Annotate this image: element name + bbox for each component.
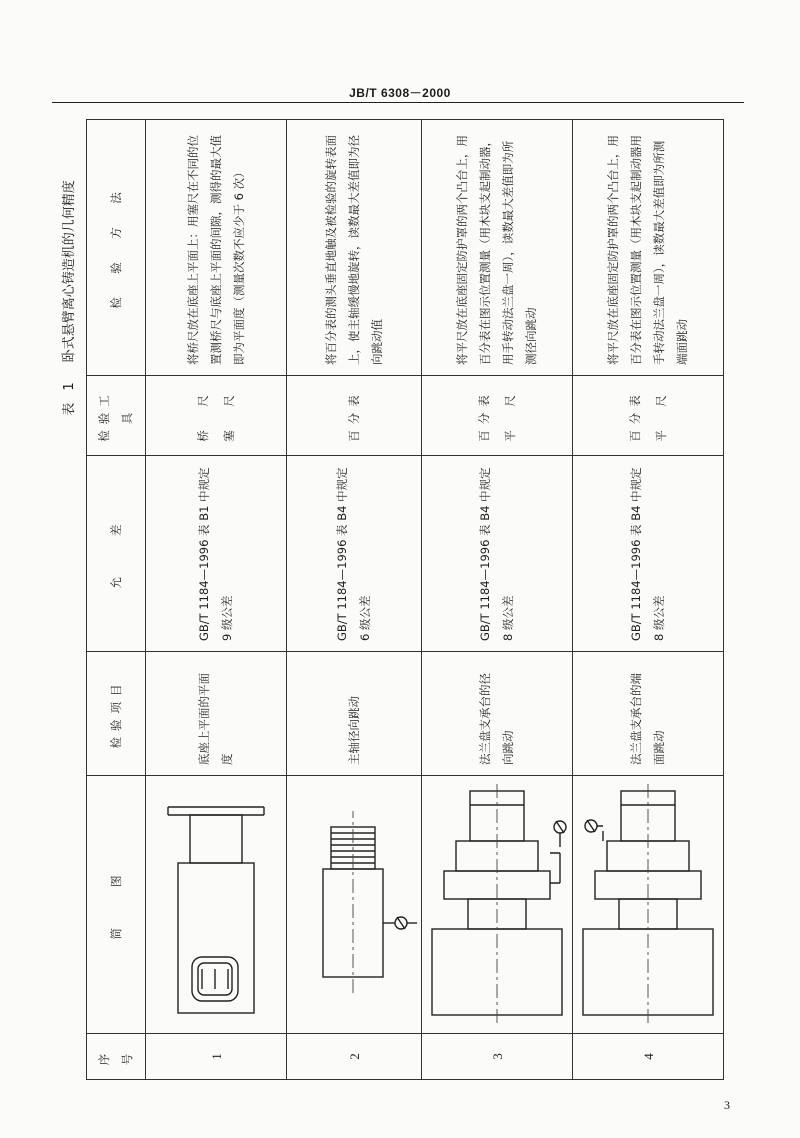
check-item: 法兰盘支承台的端面跳动 [573,652,724,776]
tool-name: 塞 尺 [222,389,236,442]
table-row [287,120,422,1080]
row-number: 3 [422,1034,573,1080]
table-caption [58,0,82,598]
table-row [573,120,724,1080]
row-number: 4 [573,1034,724,1080]
rotated-table-wrapper [86,120,696,1080]
col-header-item: 检验项目 [87,652,146,776]
tool-name: 平 尺 [654,389,668,442]
tool-name: 百分表 [347,389,361,442]
table-row [422,120,573,1080]
col-header-figure: 简 图 [87,776,146,1034]
standard-code-header: JB/T 6308－2000 [349,86,451,100]
tolerance: GB/T 1184—1996 表 B1 中规定 9 级公差 [146,456,287,652]
check-tools [573,376,724,456]
table-title: 卧式悬臂离心铸造机的几何精度 [62,180,77,363]
flange-radial-runout-diagram-icon [422,776,573,1034]
row-number: 2 [287,1034,422,1080]
col-header-tolerance: 允 差 [87,456,146,652]
check-method: 将平尺放在底座固定防护罩的两个凸台上，用百分表在图示位置测量（用木块支起制动器，用手转动法兰盘一周），读数最大差值即为所测径向跳动 [422,120,573,376]
col-header-method: 检 验 方 法 [87,120,146,376]
tool-name: 百分表 [477,389,491,442]
col-header-no: 序号 [87,1034,146,1080]
check-method: 将平尺放在底座固定防护罩的两个凸台上，用百分表在图示位置测量（用木块支起制动器用手转动法兰盘一周），读数最大差值即为所测端面跳动 [573,120,724,376]
flange-face-runout-diagram-icon [573,776,724,1034]
row-number: 1 [146,1034,287,1080]
check-method: 将百分表的测头垂直地触及被检验的旋转表面上，使主轴缓慢地旋转，读数最大差值即为径向跳动值 [287,120,422,376]
tool-name: 百分表 [628,389,642,442]
col-header-tool: 检验工具 [87,376,146,456]
check-method: 将桥尺放在底座上平面上：用塞尺在不同的位置测桥尺与底座上平面的间隙，测得的最大值即为平面度（测量次数不应少于 6 次） [146,120,287,376]
check-item: 法兰盘支承台的径向跳动 [422,652,573,776]
table-header-row [87,120,146,1080]
spindle-runout-diagram-icon [287,776,422,1034]
check-item: 底座上平面的平面度 [146,652,287,776]
tool-name: 桥 尺 [196,389,210,442]
check-tools [422,376,573,456]
check-tools [287,376,422,456]
page-number: 3 [724,1098,730,1112]
header-rule [52,102,744,103]
tolerance: GB/T 1184—1996 表 B4 中规定 6 级公差 [287,456,422,652]
tolerance: GB/T 1184—1996 表 B4 中规定 8 级公差 [422,456,573,652]
base-flatness-diagram-icon [146,776,287,1034]
tolerance: GB/T 1184—1996 表 B4 中规定 8 级公差 [573,456,724,652]
check-item: 主轴径向跳动 [287,652,422,776]
table-number: 表 1 [62,378,77,416]
table-row [146,120,287,1080]
check-tools [146,376,287,456]
geometric-accuracy-table [86,119,724,1080]
tool-name: 平 尺 [503,389,517,442]
